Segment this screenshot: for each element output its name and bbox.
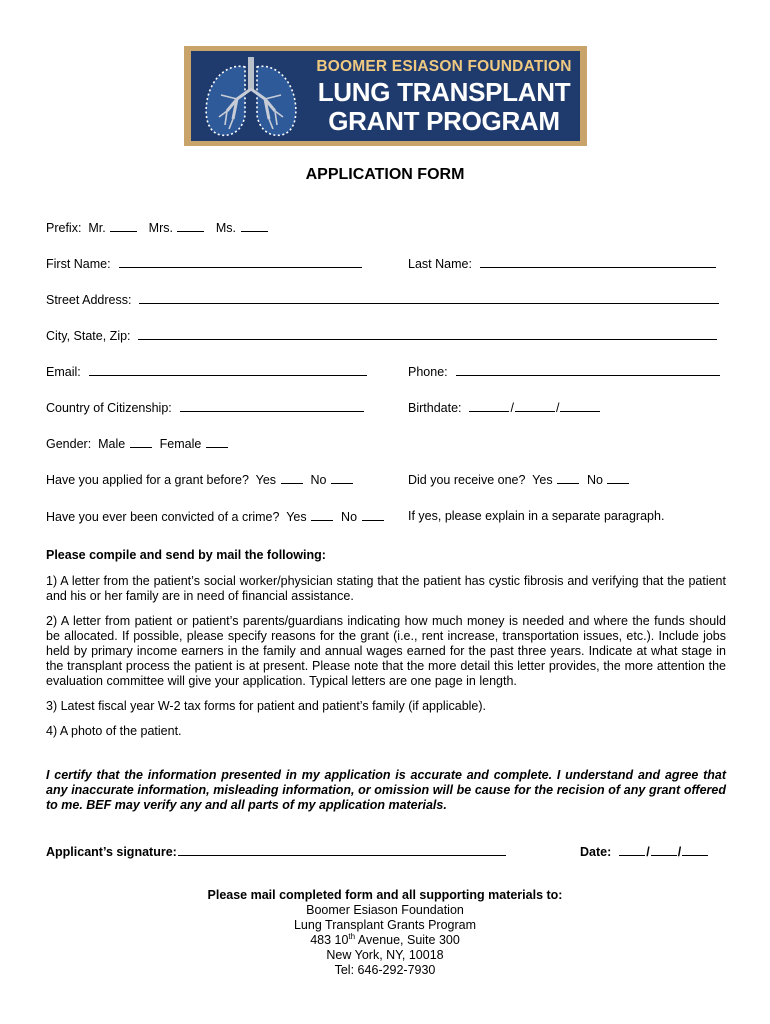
mailing-city: New York, NY, 10018 <box>326 948 444 962</box>
country-field[interactable] <box>180 400 364 412</box>
gender-row <box>46 436 229 452</box>
signature-row <box>46 844 507 860</box>
convicted-label: Have you ever been convicted of a crime? <box>46 510 280 524</box>
applied-no-blank[interactable] <box>331 472 353 484</box>
prefix-mr-blank[interactable] <box>110 220 137 232</box>
convicted-yes-blank[interactable] <box>311 509 333 521</box>
first-name-field[interactable] <box>119 256 362 268</box>
convicted-no-label: No <box>341 510 358 524</box>
mailing-program: Lung Transplant Grants Program <box>293 918 477 932</box>
mailing-street <box>0 933 770 948</box>
birthdate-row <box>408 400 601 416</box>
mailing-heading: Please mail completed form and all supporting materials to: <box>207 888 563 902</box>
instruction-item-1: 1) A letter from the patient’s social worker/physician stating that the patient has cystic fibrosis and verifying that the patient and his or her family are in need of financial assistance. <box>46 574 726 603</box>
birthdate-label: Birthdate: <box>408 401 462 415</box>
city-state-zip-label: City, State, Zip: <box>46 329 131 343</box>
email-row <box>46 364 368 380</box>
prefix-mrs-blank[interactable] <box>177 220 204 232</box>
phone-label: Phone: <box>408 365 448 379</box>
email-label: Email: <box>46 365 81 379</box>
prefix-label: Prefix: <box>46 221 82 235</box>
page-title: APPLICATION FORM <box>305 166 465 183</box>
received-yes-blank[interactable] <box>557 472 579 484</box>
signature-date-month-field[interactable] <box>619 844 645 856</box>
last-name-row <box>408 256 717 272</box>
prefix-mrs-label: Mrs. <box>148 221 173 235</box>
mailing-street-number: 483 10 <box>310 933 349 947</box>
instruction-item-4: 4) A photo of the patient. <box>46 724 182 738</box>
email-field[interactable] <box>89 364 367 376</box>
gender-female-label: Female <box>159 437 202 451</box>
received-row <box>408 472 630 488</box>
mailing-org: Boomer Esiason Foundation <box>306 903 464 917</box>
signature-date-year-field[interactable] <box>682 844 708 856</box>
last-name-label: Last Name: <box>408 257 472 271</box>
instruction-item-3: 3) Latest fiscal year W-2 tax forms for patient and patient’s family (if applicable). <box>46 699 487 713</box>
street-address-row <box>46 292 720 308</box>
signature-date-separator: / <box>646 845 650 859</box>
gender-female-blank[interactable] <box>206 436 228 448</box>
foundation-logo <box>184 46 587 146</box>
gender-male-label: Male <box>98 437 126 451</box>
prefix-row <box>46 220 269 236</box>
birthdate-year-field[interactable] <box>560 400 600 412</box>
birthdate-separator: / <box>510 401 514 415</box>
gender-label: Gender: <box>46 437 92 451</box>
phone-row <box>408 364 721 380</box>
logo-panel <box>191 51 580 141</box>
applied-yes-blank[interactable] <box>281 472 303 484</box>
signature-date-day-field[interactable] <box>651 844 677 856</box>
country-label: Country of Citizenship: <box>46 401 172 415</box>
received-label: Did you receive one? <box>408 473 526 487</box>
first-name-label: First Name: <box>46 257 111 271</box>
certification-statement: I certify that the information presented in my application is accurate and complete. I understand and agree that any inaccurate information, misleading information, or omission will be cause for the recision of any grant offered to me. BEF may verify any and all parts of my application materials. <box>46 768 726 812</box>
street-address-label: Street Address: <box>46 293 132 307</box>
logo-foundation-name: BOOMER ESIASON FOUNDATION <box>316 58 572 75</box>
signature-date-separator: / <box>677 845 682 859</box>
explain-note: If yes, please explain in a separate paragraph. <box>408 509 665 523</box>
signature-label: Applicant’s signature: <box>46 845 177 859</box>
received-yes-label: Yes <box>532 473 553 487</box>
birthdate-month-field[interactable] <box>469 400 509 412</box>
mailing-street-ordinal: th <box>348 931 356 941</box>
received-no-label: No <box>587 473 603 487</box>
instructions-heading: Please compile and send by mail the following: <box>46 548 326 562</box>
instruction-item-2: 2) A letter from patient or patient’s parents/guardians indicating how much money is needed and where the funds should be allocated. If possible, please specify reasons for the grant (i.e., rent increase, transportation issues, etc.). Include jobs held by primary income earners in the family and annual wages earned for the past three years. Indicate at what stage in the transplant process the patient is at present. Please note that the more detail this letter provides, the more attention the evaluation committee will give your application. Typical letters are one page in length. <box>46 614 726 688</box>
logo-program-line1: LUNG TRANSPLANT <box>317 77 571 107</box>
applied-no-label: No <box>310 473 327 487</box>
city-state-zip-field[interactable] <box>138 328 717 340</box>
city-state-zip-row <box>46 328 718 344</box>
convicted-no-blank[interactable] <box>362 509 384 521</box>
received-no-blank[interactable] <box>607 472 629 484</box>
applied-yes-label: Yes <box>255 473 277 487</box>
convicted-row <box>46 509 385 525</box>
signature-date-row <box>580 844 709 860</box>
country-row <box>46 400 365 416</box>
logo-program-line2: GRANT PROGRAM <box>328 106 560 136</box>
mailing-street-rest: Avenue, Suite 300 <box>355 933 460 947</box>
birthdate-day-field[interactable] <box>515 400 555 412</box>
applied-before-label: Have you applied for a grant before? <box>46 473 249 487</box>
signature-date-label: Date: <box>580 845 612 859</box>
signature-field[interactable] <box>178 844 506 856</box>
prefix-ms-label: Ms. <box>215 221 237 235</box>
lungs-icon <box>199 55 303 139</box>
gender-male-blank[interactable] <box>130 436 152 448</box>
applied-before-row <box>46 472 354 488</box>
birthdate-separator: / <box>555 401 560 415</box>
convicted-yes-label: Yes <box>286 510 307 524</box>
prefix-mr-label: Mr. <box>88 221 106 235</box>
last-name-field[interactable] <box>480 256 716 268</box>
first-name-row <box>46 256 363 272</box>
street-address-field[interactable] <box>139 292 719 304</box>
phone-field[interactable] <box>456 364 720 376</box>
mailing-phone: Tel: 646-292-7930 <box>334 963 436 977</box>
prefix-ms-blank[interactable] <box>241 220 268 232</box>
